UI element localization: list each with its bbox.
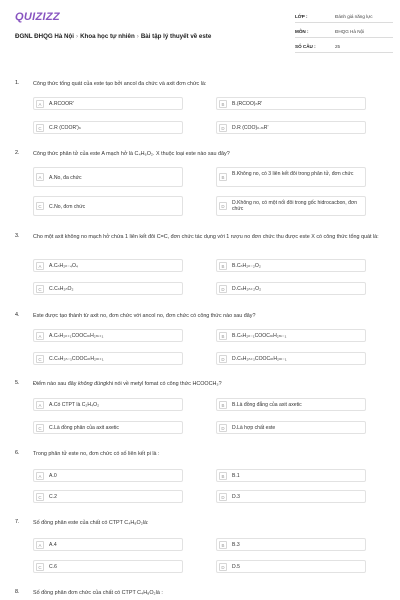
option-letter: B: [219, 541, 227, 549]
breadcrumb-item: Khoa học tự nhiên: [80, 33, 135, 40]
option-c[interactable]: [33, 490, 183, 503]
option-b[interactable]: [216, 167, 366, 187]
breadcrumb: [15, 33, 211, 40]
option-letter: C: [36, 355, 44, 363]
option-text: D.Là hợp chất este: [232, 425, 276, 431]
option-text: B.(RCOO)ₙR': [232, 101, 263, 107]
option-text: C.6: [49, 564, 57, 570]
question-emphasis: không đúng: [77, 381, 107, 387]
option-text: B.CₙH₂ₙ₋₂O₂: [232, 263, 261, 269]
option-b[interactable]: [216, 538, 366, 551]
option-letter: A: [36, 401, 44, 409]
option-d[interactable]: [216, 282, 366, 295]
option-b[interactable]: [216, 329, 366, 342]
question-text: Cho một axit không no mạch hở chứa 1 liên kết đôi C=C, đơn chức tác dụng với 1 rượu no đơn chức thu được este X có công thức tổng quát là:: [33, 234, 379, 240]
question-number: 4.: [15, 312, 20, 318]
option-letter: D: [219, 202, 227, 210]
info-label: MÔN :: [295, 29, 309, 34]
question-number: 2.: [15, 150, 20, 156]
option-letter: D: [219, 424, 227, 432]
option-text: A.CₙH₂ₙ₊₁COOCₘH₂ₘ₊₁: [49, 333, 104, 339]
option-letter: C: [36, 285, 44, 293]
option-a[interactable]: [33, 259, 183, 272]
info-label: SỐ CÂU :: [295, 44, 316, 49]
option-letter: B: [219, 100, 227, 108]
option-letter: A: [36, 262, 44, 270]
option-text: D.CₙH₂ₙ₊₁COOCₘH₂ₘ₋₁: [232, 356, 287, 362]
option-letter: C: [36, 563, 44, 571]
option-text: D.5: [232, 564, 240, 570]
info-row-question-count: [295, 41, 393, 53]
option-text: C.No, đơn chức: [49, 204, 86, 210]
question-text: Số đồng phân đơn chức của chất có CTPT C₄H₈O₂là :: [33, 590, 163, 596]
option-letter: C: [36, 124, 44, 132]
option-text: C.R (COOR')ₙ: [49, 125, 81, 131]
option-letter: B: [219, 173, 227, 181]
breadcrumb-separator: ›: [76, 33, 79, 40]
option-text: B.3: [232, 542, 240, 548]
option-letter: D: [219, 355, 227, 363]
breadcrumb-item: Bài tập lý thuyết về este: [140, 33, 212, 40]
option-text: A.Có CTPT là C₂H₄O₂: [49, 402, 100, 408]
option-d[interactable]: [216, 490, 366, 503]
info-value: Đánh giá năng lực: [335, 14, 373, 19]
option-letter: D: [219, 285, 227, 293]
question-number: 1.: [15, 80, 20, 86]
question-text-part: khi nói về metyl fomat có công thức HCOOCH₃?: [106, 381, 222, 387]
option-text: C.2: [49, 494, 57, 500]
option-letter: C: [36, 493, 44, 501]
question-number: 3.: [15, 233, 20, 239]
info-row-subject: [295, 26, 393, 38]
option-text: C.CₙH₂ₙO₂: [49, 286, 74, 292]
option-letter: A: [36, 332, 44, 340]
option-d[interactable]: [216, 121, 366, 134]
option-b[interactable]: [216, 97, 366, 110]
question-number: 8.: [15, 589, 20, 595]
option-c[interactable]: [33, 121, 183, 134]
option-b[interactable]: [216, 398, 366, 411]
option-c[interactable]: [33, 196, 183, 216]
option-c[interactable]: [33, 282, 183, 295]
option-a[interactable]: [33, 398, 183, 411]
option-c[interactable]: [33, 560, 183, 573]
option-text: C.Là đồng phân của axit axetic: [49, 425, 119, 431]
option-text: D.CₙH₂ₙ₊₂O₂: [232, 286, 262, 292]
option-text: D.R (COO)ₙ.ₘR': [232, 125, 269, 131]
option-a[interactable]: [33, 469, 183, 482]
option-b[interactable]: [216, 469, 366, 482]
option-d[interactable]: [216, 352, 366, 365]
option-b[interactable]: [216, 259, 366, 272]
option-text: B.CₙH₂ₙ₋₁COOCₘH₂ₘ₋₁: [232, 333, 287, 339]
question-text: Trong phân tử este no, đơn chức có số liên kết pi là :: [33, 451, 160, 457]
option-letter: B: [219, 472, 227, 480]
quizizz-logo: QUIZIZZ: [15, 11, 60, 23]
option-text: D.Không no, có một nối đôi trong gốc hidrocacbon, đơn chức: [232, 200, 358, 213]
option-letter: A: [36, 472, 44, 480]
option-text: A.CₙH₂ₙ₋₄O₄: [49, 263, 79, 269]
option-d[interactable]: [216, 560, 366, 573]
option-a[interactable]: [33, 97, 183, 110]
option-text: A.No, đa chức: [49, 175, 82, 181]
question-text: Công thức tổng quát của este tạo bởi ancol đa chức và axit đơn chức là:: [33, 81, 207, 87]
option-c[interactable]: [33, 421, 183, 434]
option-letter: C: [36, 424, 44, 432]
option-letter: A: [36, 173, 44, 181]
option-letter: D: [219, 124, 227, 132]
question-number: 5.: [15, 380, 20, 386]
option-letter: A: [36, 541, 44, 549]
option-a[interactable]: [33, 167, 183, 187]
option-text: C.CₙH₂ₙ₋₁COOCₘH₂ₘ₊₁: [49, 356, 104, 362]
info-label: LỚP :: [295, 14, 308, 19]
option-text: A.4: [49, 542, 57, 548]
option-letter: D: [219, 493, 227, 501]
option-letter: B: [219, 401, 227, 409]
option-text: B.Không no, có 3 liên kết đôi trong phân tử, đơn chức: [232, 171, 354, 177]
worksheet-info: [295, 11, 393, 56]
worksheet-header: [0, 0, 400, 70]
option-text: A.RCOOR': [49, 101, 74, 107]
option-d[interactable]: [216, 421, 366, 434]
question-text: Số đồng phân este của chất có CTPT C₄H₈O₂là:: [33, 520, 149, 526]
question-text: Este được tạo thành từ axit no, đơn chức với ancol no, đơn chức có công thức nào sau đây?: [33, 313, 256, 319]
option-letter: D: [219, 563, 227, 571]
option-letter: C: [36, 202, 44, 210]
option-letter: A: [36, 100, 44, 108]
option-text: B.1: [232, 473, 240, 479]
option-text: A.0: [49, 473, 57, 479]
option-letter: B: [219, 262, 227, 270]
question-number: 6.: [15, 450, 20, 456]
question-number: 7.: [15, 519, 20, 525]
info-value: ĐHQG Hà Nội: [335, 29, 365, 34]
breadcrumb-item: ĐGNL ĐHQG Hà Nội: [15, 33, 75, 40]
option-text: B.Là đồng đẳng của axit axetic: [232, 402, 302, 408]
option-text: D.3: [232, 494, 240, 500]
option-d[interactable]: [216, 196, 366, 216]
question-text-part: Điểm nào sau đây: [33, 381, 78, 387]
info-value: 25: [335, 44, 341, 49]
info-row-class: [295, 11, 393, 23]
breadcrumb-separator: ›: [136, 33, 139, 40]
option-c[interactable]: [33, 352, 183, 365]
option-a[interactable]: [33, 329, 183, 342]
option-a[interactable]: [33, 538, 183, 551]
option-letter: B: [219, 332, 227, 340]
question-text: [33, 380, 388, 388]
question-text: Công thức phân tử của este A mạch hở là C₄H₆O₂. X thuộc loại este nào sau đây?: [33, 151, 230, 157]
